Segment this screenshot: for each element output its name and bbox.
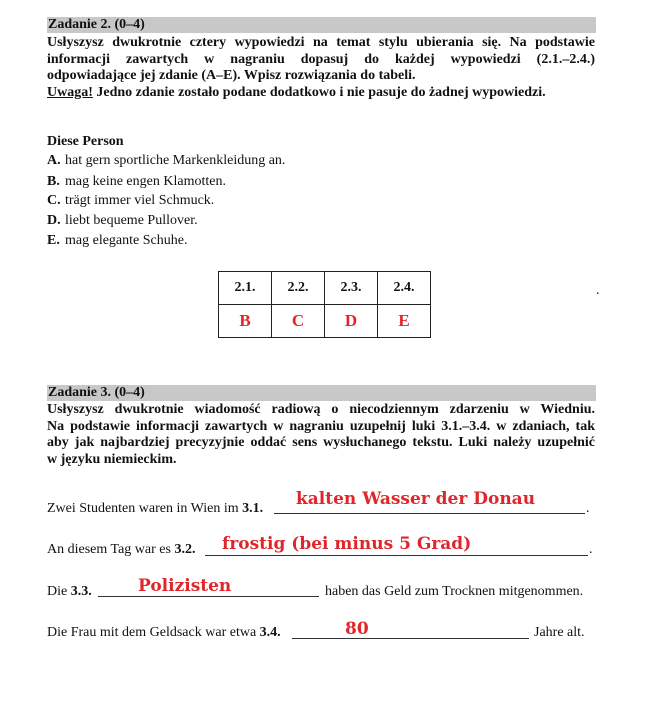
item-3-1-prefix bbox=[47, 501, 263, 517]
item-3-3-before: Die bbox=[47, 584, 71, 599]
table-answer-2-3[interactable]: D bbox=[325, 305, 378, 338]
item-3-1-after: . bbox=[586, 501, 590, 516]
option-d bbox=[47, 213, 198, 229]
task2-lead: Diese Person bbox=[47, 134, 124, 149]
task2-instruction bbox=[47, 35, 595, 101]
option-letter: D. bbox=[47, 213, 61, 228]
item-3-4-after: Jahre alt. bbox=[534, 625, 585, 640]
table-header-2-4: 2.4. bbox=[378, 272, 431, 305]
option-text: mag keine engen Klamotten. bbox=[65, 174, 226, 189]
item-3-4-number: 3.4. bbox=[259, 625, 281, 640]
task2-instruction-line-2: informacji zawartych w nagraniu dopasuj do każdej wypowiedzi (2.1.–2.4.) bbox=[47, 51, 595, 67]
item-3-2-after: . bbox=[589, 542, 593, 557]
item-3-4-blank-line[interactable] bbox=[292, 638, 529, 639]
option-e bbox=[47, 233, 187, 249]
item-3-4-answer[interactable]: 80 bbox=[345, 619, 369, 639]
task3-instruction bbox=[47, 402, 595, 468]
trailing-dot: . bbox=[596, 283, 600, 298]
table-header-2-2: 2.2. bbox=[272, 272, 325, 305]
task2-instruction-line-1: Usłyszysz dwukrotnie cztery wypowiedzi na temat stylu ubierania się. Na podstawie bbox=[47, 35, 595, 50]
task3-instruction-line-2: Na podstawie informacji zawartych w nagraniu uzupełnij luki 3.1.–3.4. w zdaniach, tak bbox=[47, 418, 595, 434]
task3-header: Zadanie 3. (0–4) bbox=[47, 385, 596, 401]
item-3-1-number: 3.1. bbox=[242, 501, 264, 516]
item-3-1-before: Zwei Studenten waren in Wien im bbox=[47, 501, 243, 516]
item-3-3-answer[interactable]: Polizisten bbox=[138, 576, 232, 596]
item-3-1-answer[interactable]: kalten Wasser der Donau bbox=[296, 489, 536, 509]
option-text: liebt bequeme Pullover. bbox=[65, 213, 198, 228]
task2-note bbox=[47, 85, 595, 102]
item-3-2-blank-line[interactable] bbox=[205, 555, 588, 556]
task3-instruction-line-1: Usłyszysz dwukrotnie wiadomość radiową o niecodziennym zdarzeniu w Wiedniu. bbox=[47, 402, 595, 417]
option-text: hat gern sportliche Markenkleidung an. bbox=[65, 153, 286, 168]
task2-note-label: Uwaga! bbox=[47, 84, 93, 100]
task3-instruction-line-3: aby jak najbardziej precyzyjnie oddać sens wysłuchanego tekstu. Luki należy uzupełnić bbox=[47, 435, 595, 450]
option-c bbox=[47, 193, 214, 209]
option-letter: B. bbox=[47, 174, 60, 189]
item-3-3-prefix bbox=[47, 584, 92, 600]
item-3-3-after: haben das Geld zum Trocknen mitgenommen. bbox=[325, 584, 584, 599]
item-3-2-answer[interactable]: frostig (bei minus 5 Grad) bbox=[222, 534, 472, 554]
task2-note-text: Jedno zdanie zostało podane dodatkowo i nie pasuje do żadnej wypowiedzi. bbox=[92, 84, 546, 100]
task3-instruction-line-4: w języku niemieckim. bbox=[47, 451, 177, 467]
option-text: mag elegante Schuhe. bbox=[65, 233, 188, 248]
task2-instruction-line-3: odpowiadające jej zdanie (A–E). Wpisz rozwiązania do tabeli. bbox=[47, 68, 416, 83]
option-b bbox=[47, 174, 226, 190]
table-header-2-3: 2.3. bbox=[325, 272, 378, 305]
option-a bbox=[47, 153, 285, 169]
item-3-2-before: An diesem Tag war es bbox=[47, 542, 175, 557]
option-text: trägt immer viel Schmuck. bbox=[65, 193, 215, 208]
item-3-3-blank-line[interactable] bbox=[98, 596, 319, 597]
table-answer-2-4[interactable]: E bbox=[378, 305, 431, 338]
option-letter: C. bbox=[47, 193, 61, 208]
answer-table bbox=[218, 271, 431, 338]
option-letter: A. bbox=[47, 153, 61, 168]
option-letter: E. bbox=[47, 233, 60, 248]
item-3-4-prefix bbox=[47, 625, 281, 641]
item-3-2-prefix bbox=[47, 542, 195, 558]
table-answer-2-1[interactable]: B bbox=[219, 305, 272, 338]
item-3-2-number: 3.2. bbox=[174, 542, 196, 557]
item-3-1-blank-line[interactable] bbox=[274, 513, 585, 514]
item-3-4-before: Die Frau mit dem Geldsack war etwa bbox=[47, 625, 260, 640]
item-3-3-number: 3.3. bbox=[70, 584, 92, 599]
task2-header: Zadanie 2. (0–4) bbox=[47, 17, 596, 33]
table-answer-2-2[interactable]: C bbox=[272, 305, 325, 338]
table-header-2-1: 2.1. bbox=[219, 272, 272, 305]
